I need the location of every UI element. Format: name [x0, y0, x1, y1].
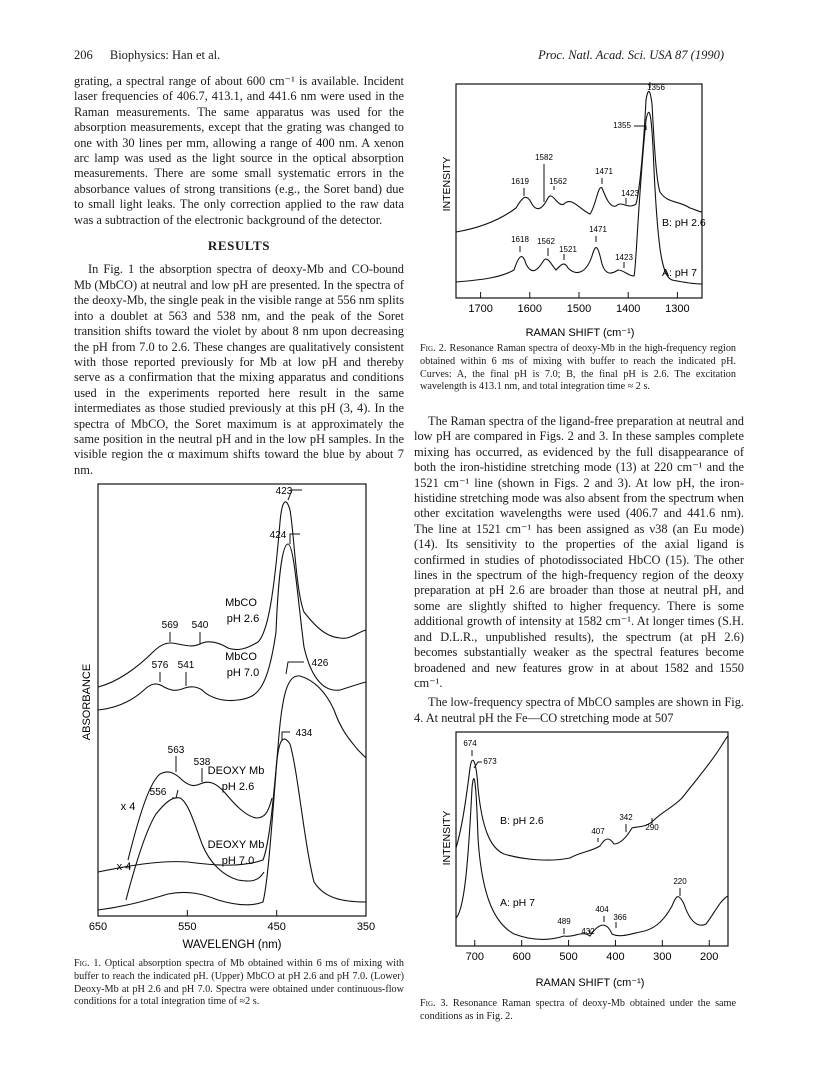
peak-label: 1619: [511, 177, 529, 186]
y-axis-label: INTENSITY: [441, 156, 453, 212]
x-tick-label: 450: [267, 921, 286, 933]
y-axis-label: INTENSITY: [441, 810, 453, 866]
peak-label: 541: [177, 660, 195, 671]
figure-2-raman-high-frequency: [440, 80, 710, 342]
page-number: 206: [74, 48, 93, 62]
x-tick-label: 300: [653, 951, 672, 963]
caption-text: Resonance Raman spectra of deoxy-Mb in the high-frequency region obtained within 6 ms of mixing with buffer to reach the indicated pH. Curves: A, the final pH is 7.0; B, the final pH is 2.6. The excitation wavelength is 413.1 nm, and total integration time ≈ 2 s.: [420, 343, 737, 393]
trace-label: B: pH 2.6: [500, 815, 544, 827]
trace-label: DEOXY Mb: [207, 765, 265, 777]
peak-label: 1423: [615, 253, 633, 262]
peak-label: 366: [613, 913, 627, 922]
caption-text: Resonance Raman spectra of deoxy-Mb obtained under the same conditions as in Fig. 2.: [420, 998, 736, 1022]
paragraph: The Raman spectra of the ligand-free preparation at neutral and low pH are compared in Figs. 2 and 3. In these samples complete mixing has occurred, as evidenced by the full disappearance of both the iron-histidine stretching mode (13) at 220 cm⁻¹ and the 1521 cm⁻¹ line (shown in Figs. 2 and 3). At low pH, the iron-histidine stretching mode was also absent from the spectrum when other excitation wavelengths were used (406.7 and 441.6 nm). The line at 1521 cm⁻¹ has been assigned as ν38 (an Eu mode) (14). Its sensitivity to the properties of the axial ligand is confirmed in studies of photodissociated HbCO (15). The other lines in the spectrum of the high-frequency region of the deoxy preparation at pH 2.6 are broader than those at neutral pH, and some are slightly shifted to higher frequency. There is some additional growth of intensity at 1582 cm⁻¹. At longer times (S.H. and D.L.R., unpublished results), the spectrum (at pH 2.6) becomes substantially weaker as the spectral features become broadened and new features grow in at about 1582 and 1550 cm⁻¹.: [414, 414, 744, 690]
peak-label: 1471: [595, 167, 613, 176]
paragraph: The low-frequency spectra of MbCO samples are shown in Fig. 4. At neutral pH the Fe—CO stretching mode at 507: [414, 695, 744, 725]
x-ticks: [89, 910, 375, 933]
trace-a-ph7: [456, 779, 728, 940]
peak-label: 1355: [613, 121, 631, 130]
peak-label: 432: [581, 927, 595, 936]
peak-label: 290: [645, 823, 659, 832]
peak-label: 489: [557, 917, 571, 926]
section-title: Biophysics: Han et al.: [109, 48, 221, 62]
caption-figure-number: Fig. 3.: [420, 998, 449, 1009]
y-axis-label: ABSORBANCE: [81, 663, 93, 741]
figure-1-caption: [74, 958, 404, 1009]
trace-label: A: pH 7: [662, 267, 698, 279]
x-tick-label: 1600: [517, 303, 543, 315]
caption-figure-number: Fig. 2.: [420, 343, 447, 354]
caption-figure-number: Fig. 1.: [74, 958, 101, 969]
figure-1-absorption-chart: [78, 482, 378, 952]
peak-label: 674: [463, 739, 477, 748]
peak-label: 404: [595, 905, 609, 914]
paragraph: In Fig. 1 the absorption spectra of deoxy-Mb and CO-bound Mb (MbCO) at neutral and low pH are presented. In the spectra of the deoxy-Mb, the single peak in the visible range at 556 nm splits into a doublet at 563 and 538 nm, and the peak of the Soret transition shifts toward the violet by about 8 nm upon decreasing the pH from 7.0 to 2.6. These changes are qualitatively consistent with those reported previously for Mb at low pH and thereby serve as a confirmation that the mixing apparatus and conditions used in the experiments reported here result in the same intermediates as those studied previously at this pH (3, 4). In the spectra of MbCO, the Soret maximum is at approximately the same position in the neutral pH and in the low pH samples. In the visible region the α maximum shifts toward the blue by about 7 nm.: [74, 262, 405, 477]
figure-3-raman-low-frequency: [440, 728, 740, 990]
trace-label: A: pH 7: [500, 897, 536, 909]
peak-label: 673: [483, 757, 497, 766]
peak-label: 426: [311, 658, 329, 669]
x-axis-label: WAVELENGH (nm): [182, 939, 282, 951]
plot-frame: [456, 84, 702, 298]
left-column-text: [74, 74, 404, 478]
peak-label: 576: [151, 660, 169, 671]
caption-text: Optical absorption spectra of Mb obtained within 6 ms of mixing with buffer to reach the indicated pH. (Upper) MbCO at pH 2.6 and pH 7.0. (Lower) Deoxy-Mb at pH 2.6 and pH 7.0. Spectra were obtained under continuous-flow conditions for a total integration time of ≈2 s.: [74, 958, 405, 1008]
x-ticks: [466, 940, 719, 963]
peak-label: 220: [673, 877, 687, 886]
x-tick-label: 350: [356, 921, 376, 933]
x-tick-label: 400: [606, 951, 625, 963]
trace-b-ph2-6: [456, 91, 702, 232]
peak-label: 434: [295, 728, 313, 739]
peak-label: 424: [269, 530, 287, 541]
trace-label: B: pH 2.6: [662, 217, 706, 229]
peak-label: 423: [275, 486, 293, 497]
x-tick-label: 1500: [566, 303, 592, 315]
x-tick-label: 650: [88, 921, 108, 933]
x-tick-label: 600: [512, 951, 531, 963]
peak-label: 342: [619, 813, 633, 822]
peak-label: 1618: [511, 235, 529, 244]
peak-label: 540: [191, 620, 209, 631]
results-heading: RESULTS: [207, 238, 271, 254]
x-tick-label: 1700: [468, 303, 493, 315]
peak-label: 1471: [589, 225, 607, 234]
peak-label: 569: [161, 620, 179, 631]
x-tick-label: 500: [559, 951, 578, 963]
peak-label: 1582: [535, 153, 553, 162]
scale-label: x 4: [116, 861, 132, 873]
figure-3-caption: [420, 998, 736, 1024]
peak-label: 1356: [647, 83, 665, 92]
trace-label: MbCO: [225, 651, 257, 663]
scale-label: x 4: [120, 801, 136, 813]
trace-label: MbCO: [225, 597, 257, 609]
trace-label: DEOXY Mb: [207, 839, 265, 851]
x-tick-label: 700: [465, 951, 484, 963]
x-tick-label: 1300: [665, 303, 690, 315]
peak-label: 1521: [559, 245, 577, 254]
right-column-text: [414, 414, 744, 726]
peak-label: 1562: [537, 237, 555, 246]
paragraph: grating, a spectral range of about 600 cm⁻¹ is available. Incident laser frequencies of 406.7, 413.1, and 441.6 nm were used in the Raman measurements. The same apparatus was used for the absorption measurements, except that the grating was changed to one with 30 lines per mm, allowing a range of 400 nm. A xenon arc lamp was used as the light source in the optical absorption measurements. There are some small systematic errors in the absorbance values of strong transitions (e.g., the Soret band) due to small light leaks. The only correction applied to the raw data was a subtraction of the electronic background of the detector.: [74, 74, 404, 227]
peak-label: 407: [591, 827, 605, 836]
peak-label: 1562: [549, 177, 567, 186]
journal-citation: Proc. Natl. Acad. Sci. USA 87 (1990): [538, 48, 724, 62]
trace-label: pH 7.0: [221, 855, 255, 867]
running-header-left: [74, 48, 220, 63]
x-tick-label: 200: [700, 951, 719, 963]
x-tick-label: 550: [178, 921, 197, 933]
trace-label: pH 2.6: [221, 781, 255, 793]
figure-2-caption: [420, 343, 736, 394]
x-axis-label: RAMAN SHIFT (cm⁻¹): [535, 977, 645, 989]
x-tick-label: 1400: [615, 303, 641, 315]
peak-label: 538: [193, 757, 211, 768]
peak-label: 556: [149, 787, 167, 798]
trace-label: pH 2.6: [226, 613, 260, 625]
peak-label: 563: [167, 745, 185, 756]
trace-b-ph2-6: [456, 736, 728, 860]
peak-label: 1423: [621, 189, 639, 198]
trace-label: pH 7.0: [226, 667, 260, 679]
x-ticks: [468, 292, 689, 315]
plot-frame: [456, 732, 728, 946]
trace-mbco-ph7-0: [98, 544, 366, 710]
x-axis-label: RAMAN SHIFT (cm⁻¹): [525, 327, 635, 339]
